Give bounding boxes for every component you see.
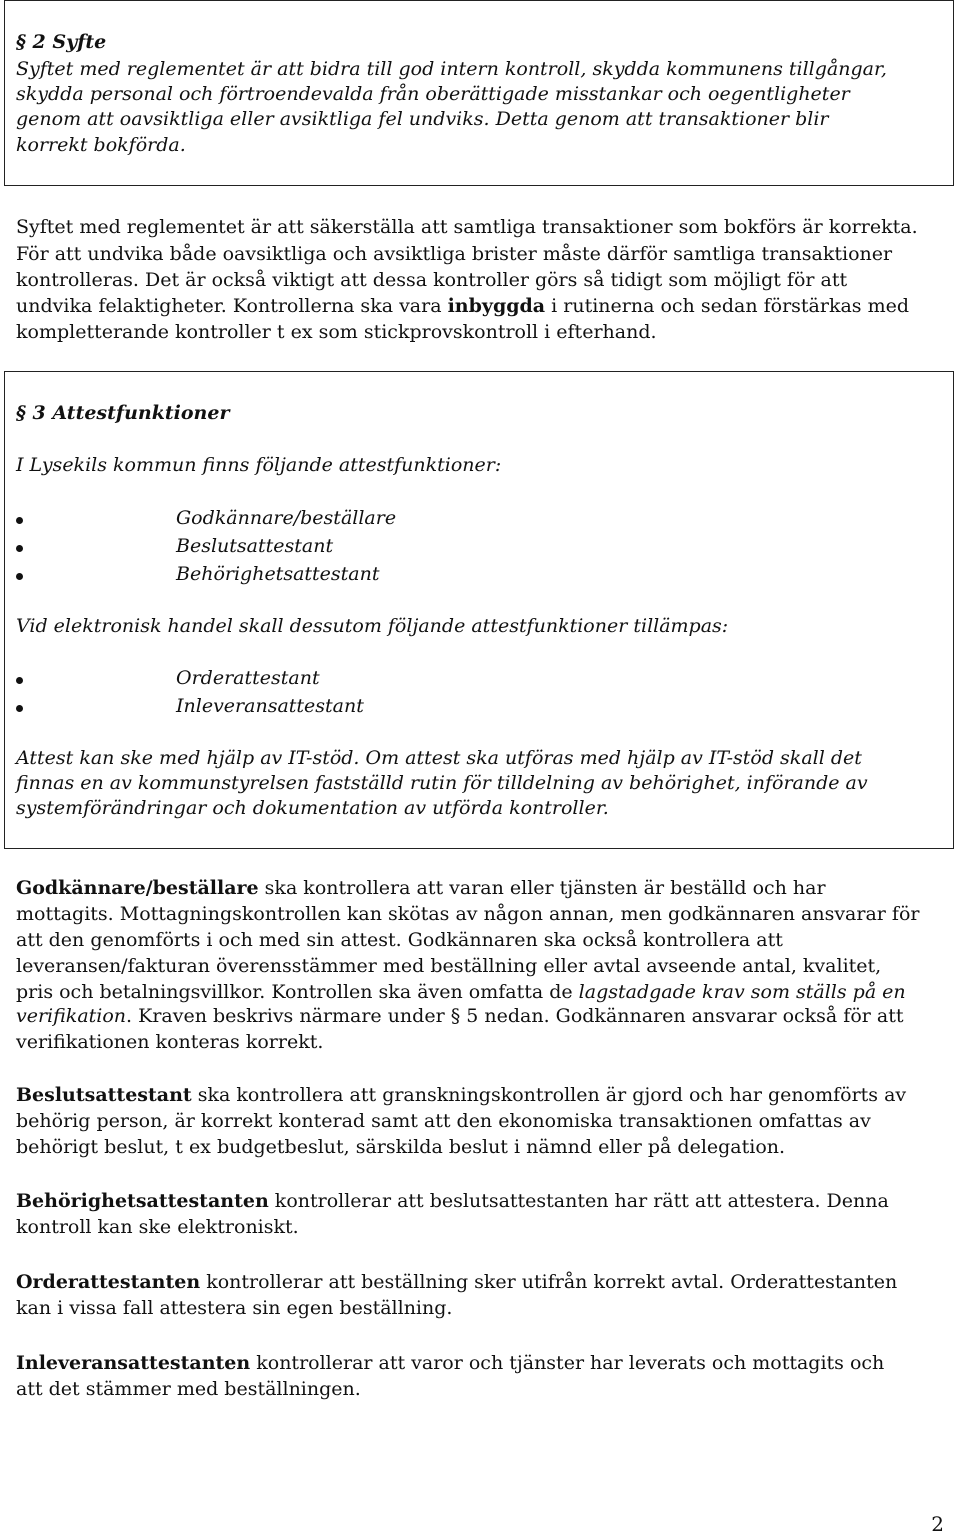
function-item: Beslutsattestant	[176, 535, 334, 557]
ehandel-function-item: Inleveransattestant	[176, 695, 364, 717]
order-term: Orderattestanten	[16, 1271, 201, 1293]
it-support-line-2: finnas en av kommunstyrelsen fastställd rutin för tilldelning av behörighet, införande av	[16, 772, 868, 794]
function-item: Behörighetsattestant	[176, 563, 380, 585]
purpose-line-1: Syftet med reglementet är att bidra till god intern kontroll, skydda kommunens tillgångar,	[16, 58, 887, 80]
inleverans-line-2: att det stämmer med beställningen.	[16, 1378, 361, 1400]
body-line-1: Syftet med reglementet är att säkerställa att samtliga transaktioner som bokförs är korrekta.	[16, 216, 918, 238]
it-support-line-3: systemförändringar och dokumentation av utförda kontroller.	[16, 797, 609, 819]
godkannare-term: Godkännare/beställare	[16, 877, 259, 899]
behorighet-line-1: Behörighetsattestanten kontrollerar att beslutsattestanten har rätt att attestera. Denna	[16, 1190, 889, 1212]
purpose-line-4: korrekt bokförda.	[16, 134, 186, 156]
it-support-line-1: Attest kan ske med hjälp av IT-stöd. Om attest ska utföras med hjälp av IT-stöd skall det	[16, 747, 862, 769]
bullet-icon	[16, 677, 23, 684]
inleverans-term: Inleveransattestanten	[16, 1352, 251, 1374]
godkannare-line-2: mottagits. Mottagningskontrollen kan skötas av någon annan, men godkännaren ansvarar för	[16, 903, 920, 925]
section-3-heading: § 3 Attestfunktioner	[16, 402, 230, 424]
bullet-icon	[16, 705, 23, 712]
bullet-icon	[16, 573, 23, 580]
godkannare-line-4: leveransen/fakturan överensstämmer med beställning eller avtal avseende antal, kvalitet,	[16, 955, 882, 977]
bullet-icon	[16, 517, 23, 524]
body-line-3: kontrolleras. Det är också viktigt att dessa kontroller görs så tidigt som möjligt för att	[16, 269, 848, 291]
ehandel-intro: Vid elektronisk handel skall dessutom följande attestfunktioner tillämpas:	[16, 615, 729, 637]
godkannare-line-5: pris och betalningsvillkor. Kontrollen ska även omfatta de lagstadgade krav som ställs på en	[16, 981, 906, 1003]
purpose-line-3: genom att oavsiktliga eller avsiktliga fel undviks. Detta genom att transaktioner blir	[16, 108, 829, 130]
page-number: 2	[931, 1512, 944, 1536]
attest-intro: I Lysekils kommun finns följande attestfunktioner:	[16, 454, 502, 476]
beslutsattestant-term: Beslutsattestant	[16, 1084, 192, 1106]
beslutsattestant-line-2: behörig person, är korrekt konterad samt att den ekonomiska transaktionen omfattas av	[16, 1110, 871, 1132]
godkannare-line-1: Godkännare/beställare ska kontrollera att varan eller tjänsten är beställd och har	[16, 877, 826, 899]
godkannare-line-7: verifikationen konteras korrekt.	[16, 1031, 324, 1053]
body-line-4: undvika felaktigheter. Kontrollerna ska vara inbyggda i rutinerna och sedan förstärkas med	[16, 295, 910, 317]
body-line-5: kompletterande kontroller t ex som stickprovskontroll i efterhand.	[16, 321, 657, 343]
purpose-line-2: skydda personal och förtroendevalda från oberättigade misstankar och oegentligheter	[16, 83, 850, 105]
beslutsattestant-line-1: Beslutsattestant ska kontrollera att granskningskontrollen är gjord och har genomförts av	[16, 1084, 907, 1106]
beslutsattestant-line-3: behörigt beslut, t ex budgetbeslut, särskilda beslut i nämnd eller på delegation.	[16, 1136, 786, 1158]
bullet-icon	[16, 545, 23, 552]
body-line-2: För att undvika både oavsiktliga och avsiktliga brister måste därför samtliga transaktioner	[16, 243, 893, 265]
godkannare-line-3: att den genomförts i och med sin attest. Godkännaren ska också kontrollera att	[16, 929, 783, 951]
ehandel-function-item: Orderattestant	[176, 667, 320, 689]
behorighet-term: Behörighetsattestanten	[16, 1190, 269, 1212]
order-line-2: kan i vissa fall attestera sin egen beställning.	[16, 1297, 453, 1319]
order-line-1: Orderattestanten kontrollerar att beställning sker utifrån korrekt avtal. Orderattestanten	[16, 1271, 898, 1293]
behorighet-line-2: kontroll kan ske elektroniskt.	[16, 1216, 299, 1238]
godkannare-line-6: verifikation. Kraven beskrivs närmare under § 5 nedan. Godkännaren ansvarar också för att	[16, 1005, 904, 1027]
section-2-heading: § 2 Syfte	[16, 31, 107, 53]
inleverans-line-1: Inleveransattestanten kontrollerar att varor och tjänster har leverats och mottagits och	[16, 1352, 885, 1374]
inbyggda-emphasis: inbyggda	[447, 295, 546, 317]
function-item: Godkännare/beställare	[176, 507, 397, 529]
